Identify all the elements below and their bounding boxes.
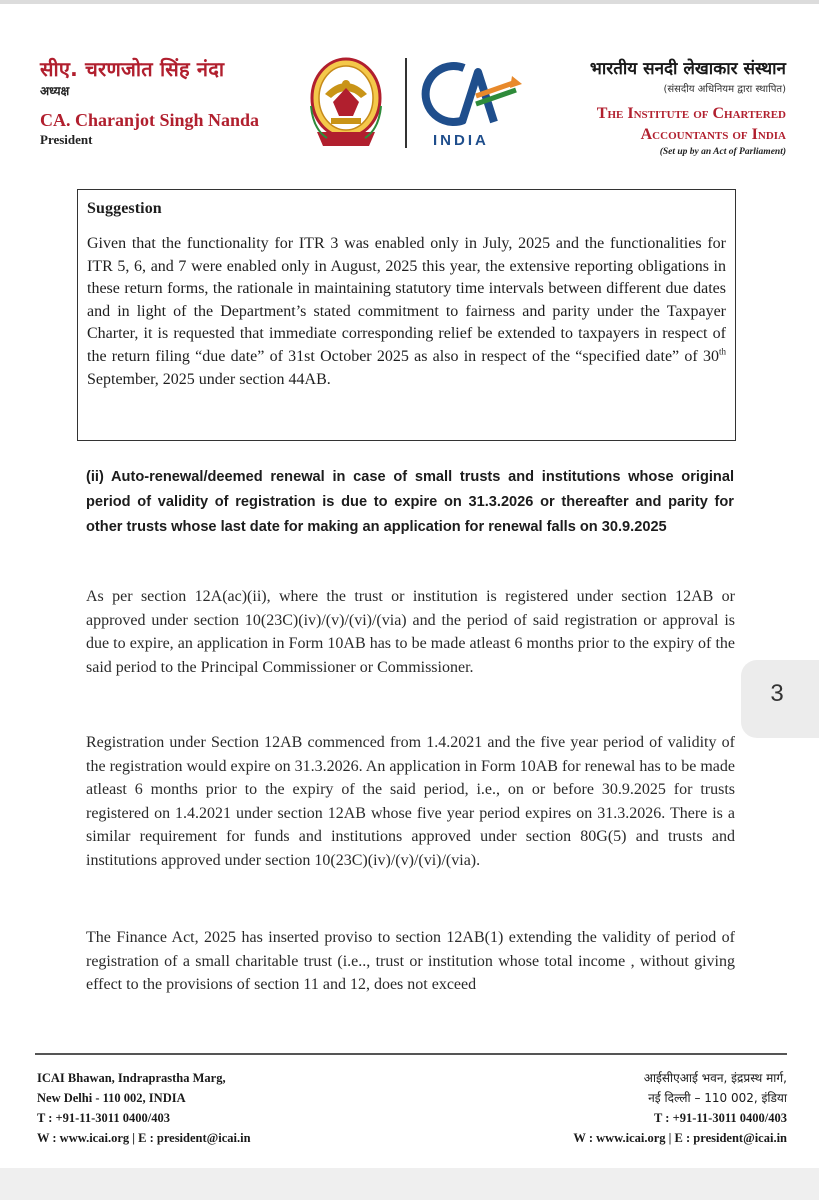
suggestion-text <box>87 233 726 391</box>
paragraph-1: As per section 12A(ac)(ii), where the trust or institution is registered under section 12AB or approved under section 10(23C)(iv)/(v)/(vi)/(via) and the period of said registration or approval is due to expire, an application in Form 10AB has to be made atleast 6 months prior to the expiry of the said period to the Principal Commissioner or Commissioner. <box>86 588 735 676</box>
institute-subtitle-hindi: (संसदीय अधिनियम द्वारा स्थापित) <box>663 84 786 95</box>
institute-block <box>590 56 786 157</box>
page-number: 3 <box>770 680 784 707</box>
letterhead-divider <box>405 58 407 148</box>
footer-left-line3: T : +91-11-3011 0400/403 <box>37 1111 170 1125</box>
footer-divider <box>35 1053 787 1055</box>
footer-right-line1: आईसीएआई भवन, इंद्रप्रस्थ मार्ग, <box>643 1071 787 1085</box>
section-heading: (ii) Auto-renewal/deemed renewal in case of small trusts and institutions whose original period of validity of registration is due to expire on 31.3.2026 or thereafter and parity for other trusts whose last date for making an application for renewal falls on 30.9.2025 <box>86 469 734 535</box>
footer-address-hindi <box>573 1068 787 1148</box>
top-edge <box>0 0 819 4</box>
suggestion-box <box>77 189 736 441</box>
president-block <box>40 55 259 148</box>
footer-address-english <box>37 1068 251 1148</box>
suggestion-text-part2: September, 2025 under section 44AB. <box>87 370 331 388</box>
footer-right-line3: T : +91-11-3011 0400/403 <box>654 1111 787 1125</box>
institute-name-line1: The Institute of Chartered <box>596 105 786 122</box>
suggestion-text-part1: Given that the functionality for ITR 3 was enabled only in July, 2025 and the functionalities for ITR 5, 6, and 7 were enabled only in August, 2025 this year, the extensive reporting obligations in these return forms, the rationale in maintaining statutory time intervals between different due dates and in light of the Department’s stated commitment to fairness and parity under the Taxpayer Charter, it is requested that immediate corresponding relief be extended to taxpayers in respect of the return filing “due date” of 31st October 2025 as also in respect of the “specified date” of 30 <box>87 235 726 365</box>
suggestion-superscript: th <box>718 346 726 357</box>
institute-name-line2: Accountants of India <box>640 126 786 143</box>
president-name: CA. Charanjot Singh Nanda <box>40 110 260 130</box>
bottom-edge <box>0 1168 819 1200</box>
footer-left-line1: ICAI Bhawan, Indraprastha Marg, <box>37 1071 226 1085</box>
president-name-hindi: सीए. चरणजोत सिंह नंदा <box>40 57 225 81</box>
paragraph-3: The Finance Act, 2025 has inserted proviso to section 12AB(1) extending the validity of period of registration of a small charitable trust (i.e.., trust or institution whose total income , without giving effect to the provisions of section 11 and 12, does not exceed <box>86 929 735 993</box>
footer-right-line4: W : www.icai.org | E : president@icai.in <box>573 1131 787 1145</box>
president-title: President <box>40 132 93 147</box>
footer-left-line4: W : www.icai.org | E : president@icai.in <box>37 1131 251 1145</box>
icai-emblem-icon <box>303 54 389 150</box>
institute-name <box>590 103 786 145</box>
president-title-hindi: अध्यक्ष <box>40 84 70 98</box>
ca-india-logo-icon <box>416 58 524 150</box>
suggestion-heading: Suggestion <box>87 200 162 217</box>
logo-text: INDIA <box>433 132 489 149</box>
paragraph-2: Registration under Section 12AB commenced from 1.4.2021 and the five year period of validity of the registration would expire on 31.3.2026. An application in Form 10AB for renewal has to be made atleast 6 months prior to the expiry of the said period, i.e., on or before 30.9.2025 for trusts registered on 1.4.2021 under section 12AB whose five year period expires on 31.3.2026. There is a similar requirement for funds and institutions approved under section 80G(5) and trusts and institutions approved under section 10(23C)(iv)/(v)/(vi)/(via). <box>86 734 735 869</box>
institute-subtitle: (Set up by an Act of Parliament) <box>659 147 786 157</box>
institute-name-hindi: भारतीय सनदी लेखाकार संस्थान <box>589 59 786 79</box>
footer-right-line2: नई दिल्ली – 110 002, इंडिया <box>648 1091 787 1105</box>
footer-left-line2: New Delhi - 110 002, INDIA <box>37 1091 186 1105</box>
